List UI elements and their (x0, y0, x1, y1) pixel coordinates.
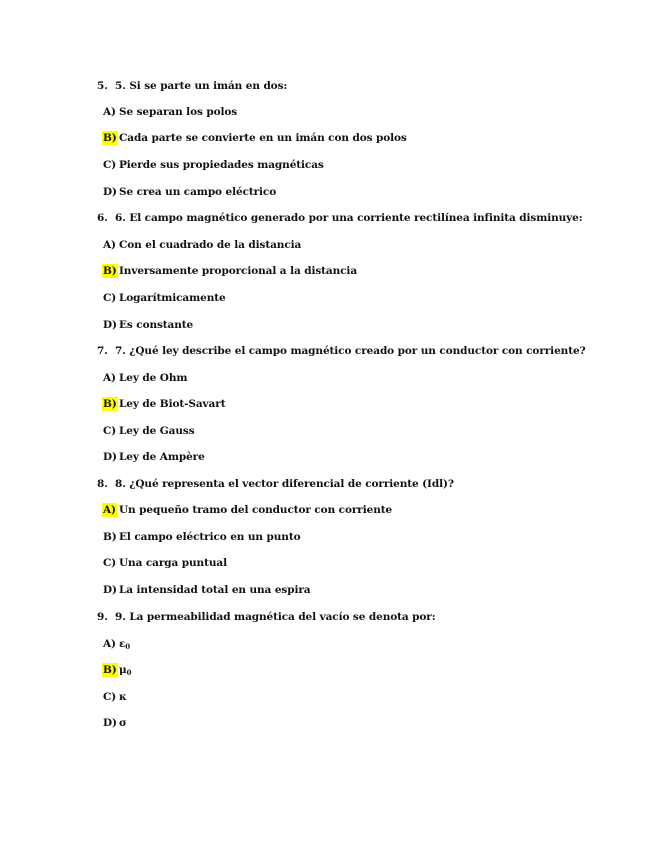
option-text (119, 637, 130, 654)
question-number: 6. (97, 212, 108, 224)
option-text (119, 663, 131, 680)
option-letter: D) (103, 584, 117, 596)
question-number: 7. (97, 345, 108, 357)
question-text: 6. El campo magnético generado por una corriente rectilínea infinita disminuye: (115, 212, 583, 224)
option-text: Ley de Ohm (119, 372, 188, 384)
option-text: Una carga puntual (119, 557, 227, 569)
option-text: Con el cuadrado de la distancia (119, 239, 302, 251)
option-text: El campo eléctrico en un punto (119, 531, 301, 543)
option-text: σ (119, 717, 127, 729)
option-text: Es constante (119, 319, 194, 331)
question-text: 9. La permeabilidad magnética del vacío se denota por: (115, 611, 436, 623)
question-text: 7. ¿Qué ley describe el campo magnético creado por un conductor con corriente? (115, 345, 586, 357)
option-letter: B) (103, 531, 117, 543)
option-letter-highlighted: A) (103, 504, 116, 516)
option-text: Ley de Biot-Savart (119, 398, 226, 410)
option-letter-highlighted: B) (103, 132, 117, 144)
option-text: Cada parte se convierte en un imán con dos polos (119, 132, 407, 144)
option-letter: C) (103, 557, 117, 569)
option-text: Ley de Gauss (119, 425, 195, 437)
symbol: ε (119, 638, 126, 650)
option-letter: D) (103, 717, 117, 729)
option-text: Pierde sus propiedades magnéticas (119, 159, 324, 171)
question-number: 5. (97, 80, 108, 92)
option-letter: A) (103, 106, 116, 118)
option-letter: A) (103, 239, 116, 251)
option-letter-highlighted: B) (103, 664, 117, 676)
option-text: κ (119, 691, 127, 703)
option-letter-highlighted: B) (103, 398, 117, 410)
option-text: La intensidad total en una espira (119, 584, 311, 596)
option-letter: C) (103, 425, 117, 437)
option-letter: C) (103, 159, 117, 171)
option-letter: C) (103, 292, 117, 304)
option-letter: D) (103, 186, 117, 198)
option-text: Un pequeño tramo del conductor con corriente (119, 504, 393, 516)
question-number: 8. (97, 478, 108, 490)
option-text: Ley de Ampère (119, 451, 205, 463)
option-letter: A) (103, 638, 116, 650)
symbol-subscript: 0 (125, 642, 131, 651)
symbol-subscript: 0 (126, 668, 132, 677)
question-text: 5. Si se parte un imán en dos: (115, 80, 288, 92)
option-letter: A) (103, 372, 116, 384)
option-text: Se crea un campo eléctrico (119, 186, 277, 198)
option-letter: D) (103, 451, 117, 463)
option-text: Logarítmicamente (119, 292, 226, 304)
option-letter: D) (103, 319, 117, 331)
option-text: Se separan los polos (119, 106, 238, 118)
question-number: 9. (97, 611, 108, 623)
option-letter: C) (103, 691, 117, 703)
symbol: μ (119, 664, 127, 676)
option-text: Inversamente proporcional a la distancia (119, 265, 358, 277)
option-letter-highlighted: B) (103, 265, 117, 277)
question-text: 8. ¿Qué representa el vector diferencial de corriente (Idl)? (115, 478, 454, 490)
